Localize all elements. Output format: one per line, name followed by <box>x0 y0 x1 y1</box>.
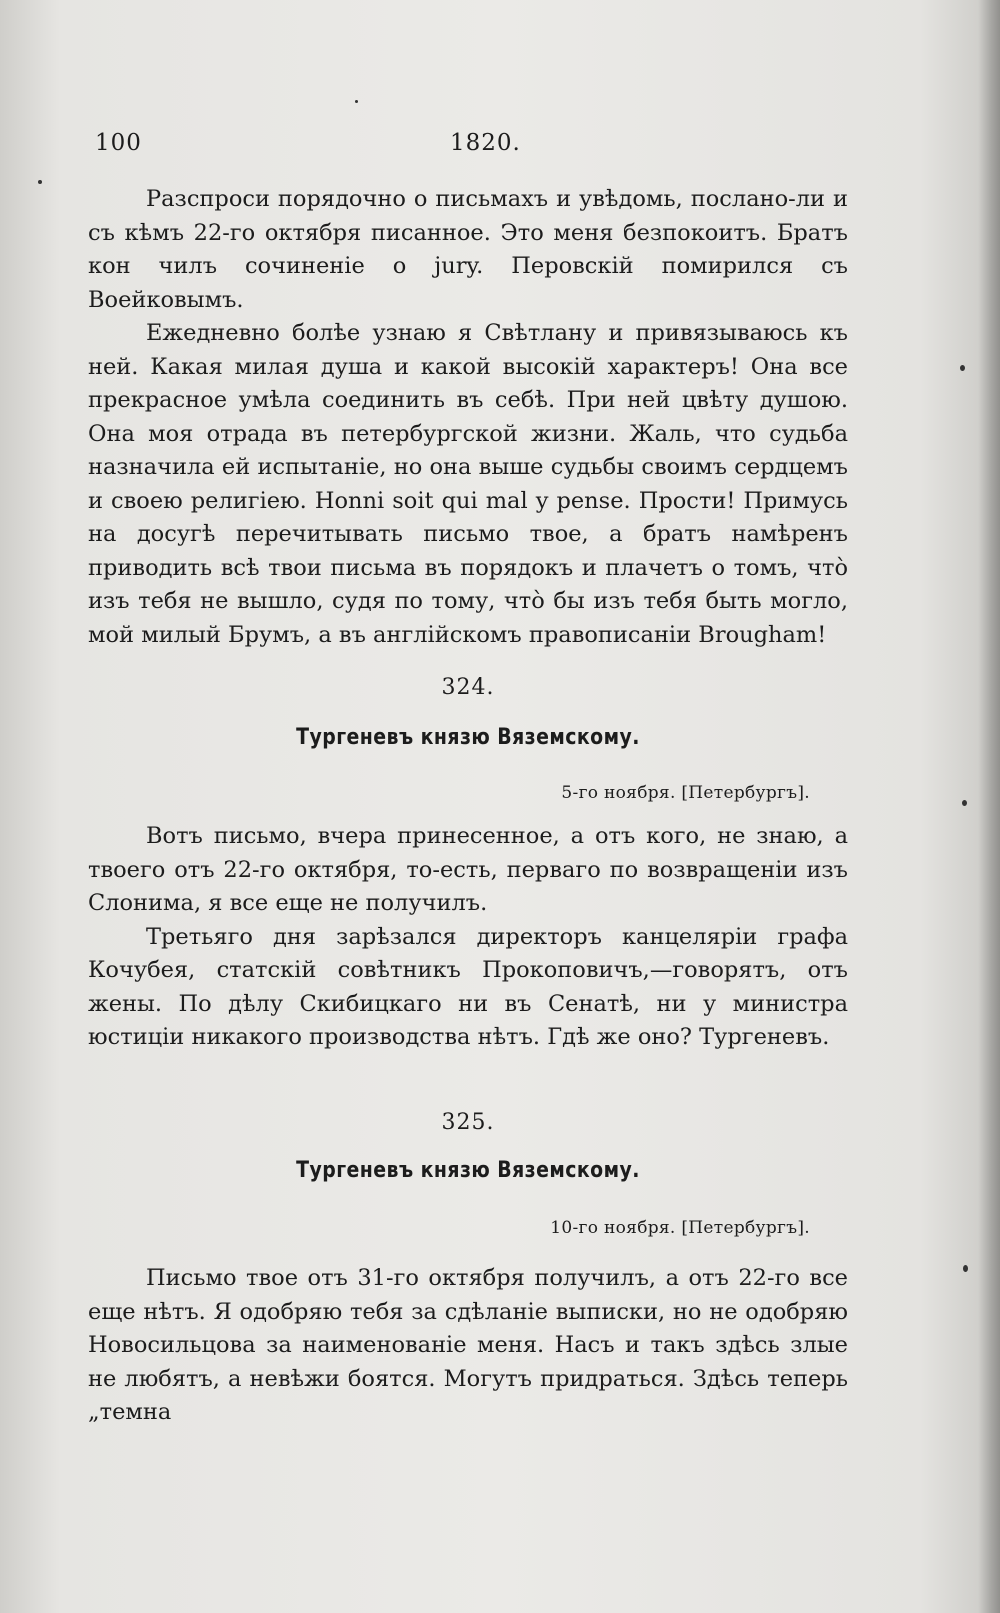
ink-speck <box>355 100 358 103</box>
letter-number-325: 325. <box>441 1110 495 1135</box>
ink-speck <box>960 365 965 371</box>
letter-date-325: 10-го ноября. [Петербургъ]. <box>550 1218 810 1238</box>
letter-title-324: Тургеневъ князю Вяземскому. <box>296 725 640 750</box>
page-edge-shadow <box>978 0 1000 1613</box>
ink-speck <box>38 180 42 184</box>
letter-continuation <box>88 183 848 652</box>
ink-speck <box>962 800 967 806</box>
paragraph: Третьяго дня зарѣзался директоръ канцеляріи графа Кочубея, статскій совѣтникъ Прокоповичъ,—говорятъ, отъ жены. По дѣлу Скибицкаго ни въ Сенатѣ, ни у министра юстиціи никакого производства нѣтъ. Гдѣ же оно? Тургеневъ. <box>88 923 848 1050</box>
page-number: 100 <box>95 130 142 156</box>
ink-speck <box>963 1265 968 1272</box>
paragraph: Вотъ письмо, вчера принесенное, а отъ кого, не знаю, а твоего отъ 22-го октября, то-есть, перваго по возвращеніи изъ Слонима, я все еще не получилъ. <box>88 823 848 916</box>
paragraph: Письмо твое отъ 31-го октября получилъ, а отъ 22-го все еще нѣтъ. Я одобряю тебя за сдѣланіе выписки, но не одобряю Новосильцова за наименованіе меня. Насъ и такъ здѣсь злые не любятъ, а невѣжи боятся. Могутъ придраться. Здѣсь теперь „темна <box>88 1265 848 1425</box>
letter-title-325: Тургеневъ князю Вяземскому. <box>296 1158 640 1183</box>
paragraph: Ежедневно болѣе узнаю я Свѣтлану и привязываюсь къ ней. Какая милая душа и какой высокій характеръ! Она все прекрасное умѣла соединить въ себѣ. При ней цвѣту душою. Она моя отрада въ петербургской жизни. Жаль, что судьба назначила ей испытаніе, но она выше судьбы своимъ сердцемъ и своею религіею. Honni soit qui mal y pense. Прости! Примусь на досугѣ перечитывать письмо твое, а братъ намѣренъ приводить всѣ твои письма въ порядокъ и плачетъ о томъ, что̀ изъ тебя не вышло, судя по тому, что̀ бы изъ тебя быть могло, мой милый Брумъ, а въ англійскомъ правописаніи Brougham! <box>88 320 848 648</box>
running-head-year: 1820. <box>450 130 521 156</box>
letter-date-324: 5-го ноября. [Петербургъ]. <box>561 783 810 803</box>
running-header <box>95 130 855 170</box>
letter-number-324: 324. <box>441 675 495 700</box>
letter-body-325 <box>88 1262 848 1430</box>
letter-body-324 <box>88 820 848 1055</box>
paragraph: Разспроси порядочно о письмахъ и увѣдомь, послано-ли и съ кѣмъ 22-го октября писанное. Это меня безпокоитъ. Братъ кон чилъ сочиненіе о jury. Перовскій помирился съ Воейковымъ. <box>88 186 848 313</box>
